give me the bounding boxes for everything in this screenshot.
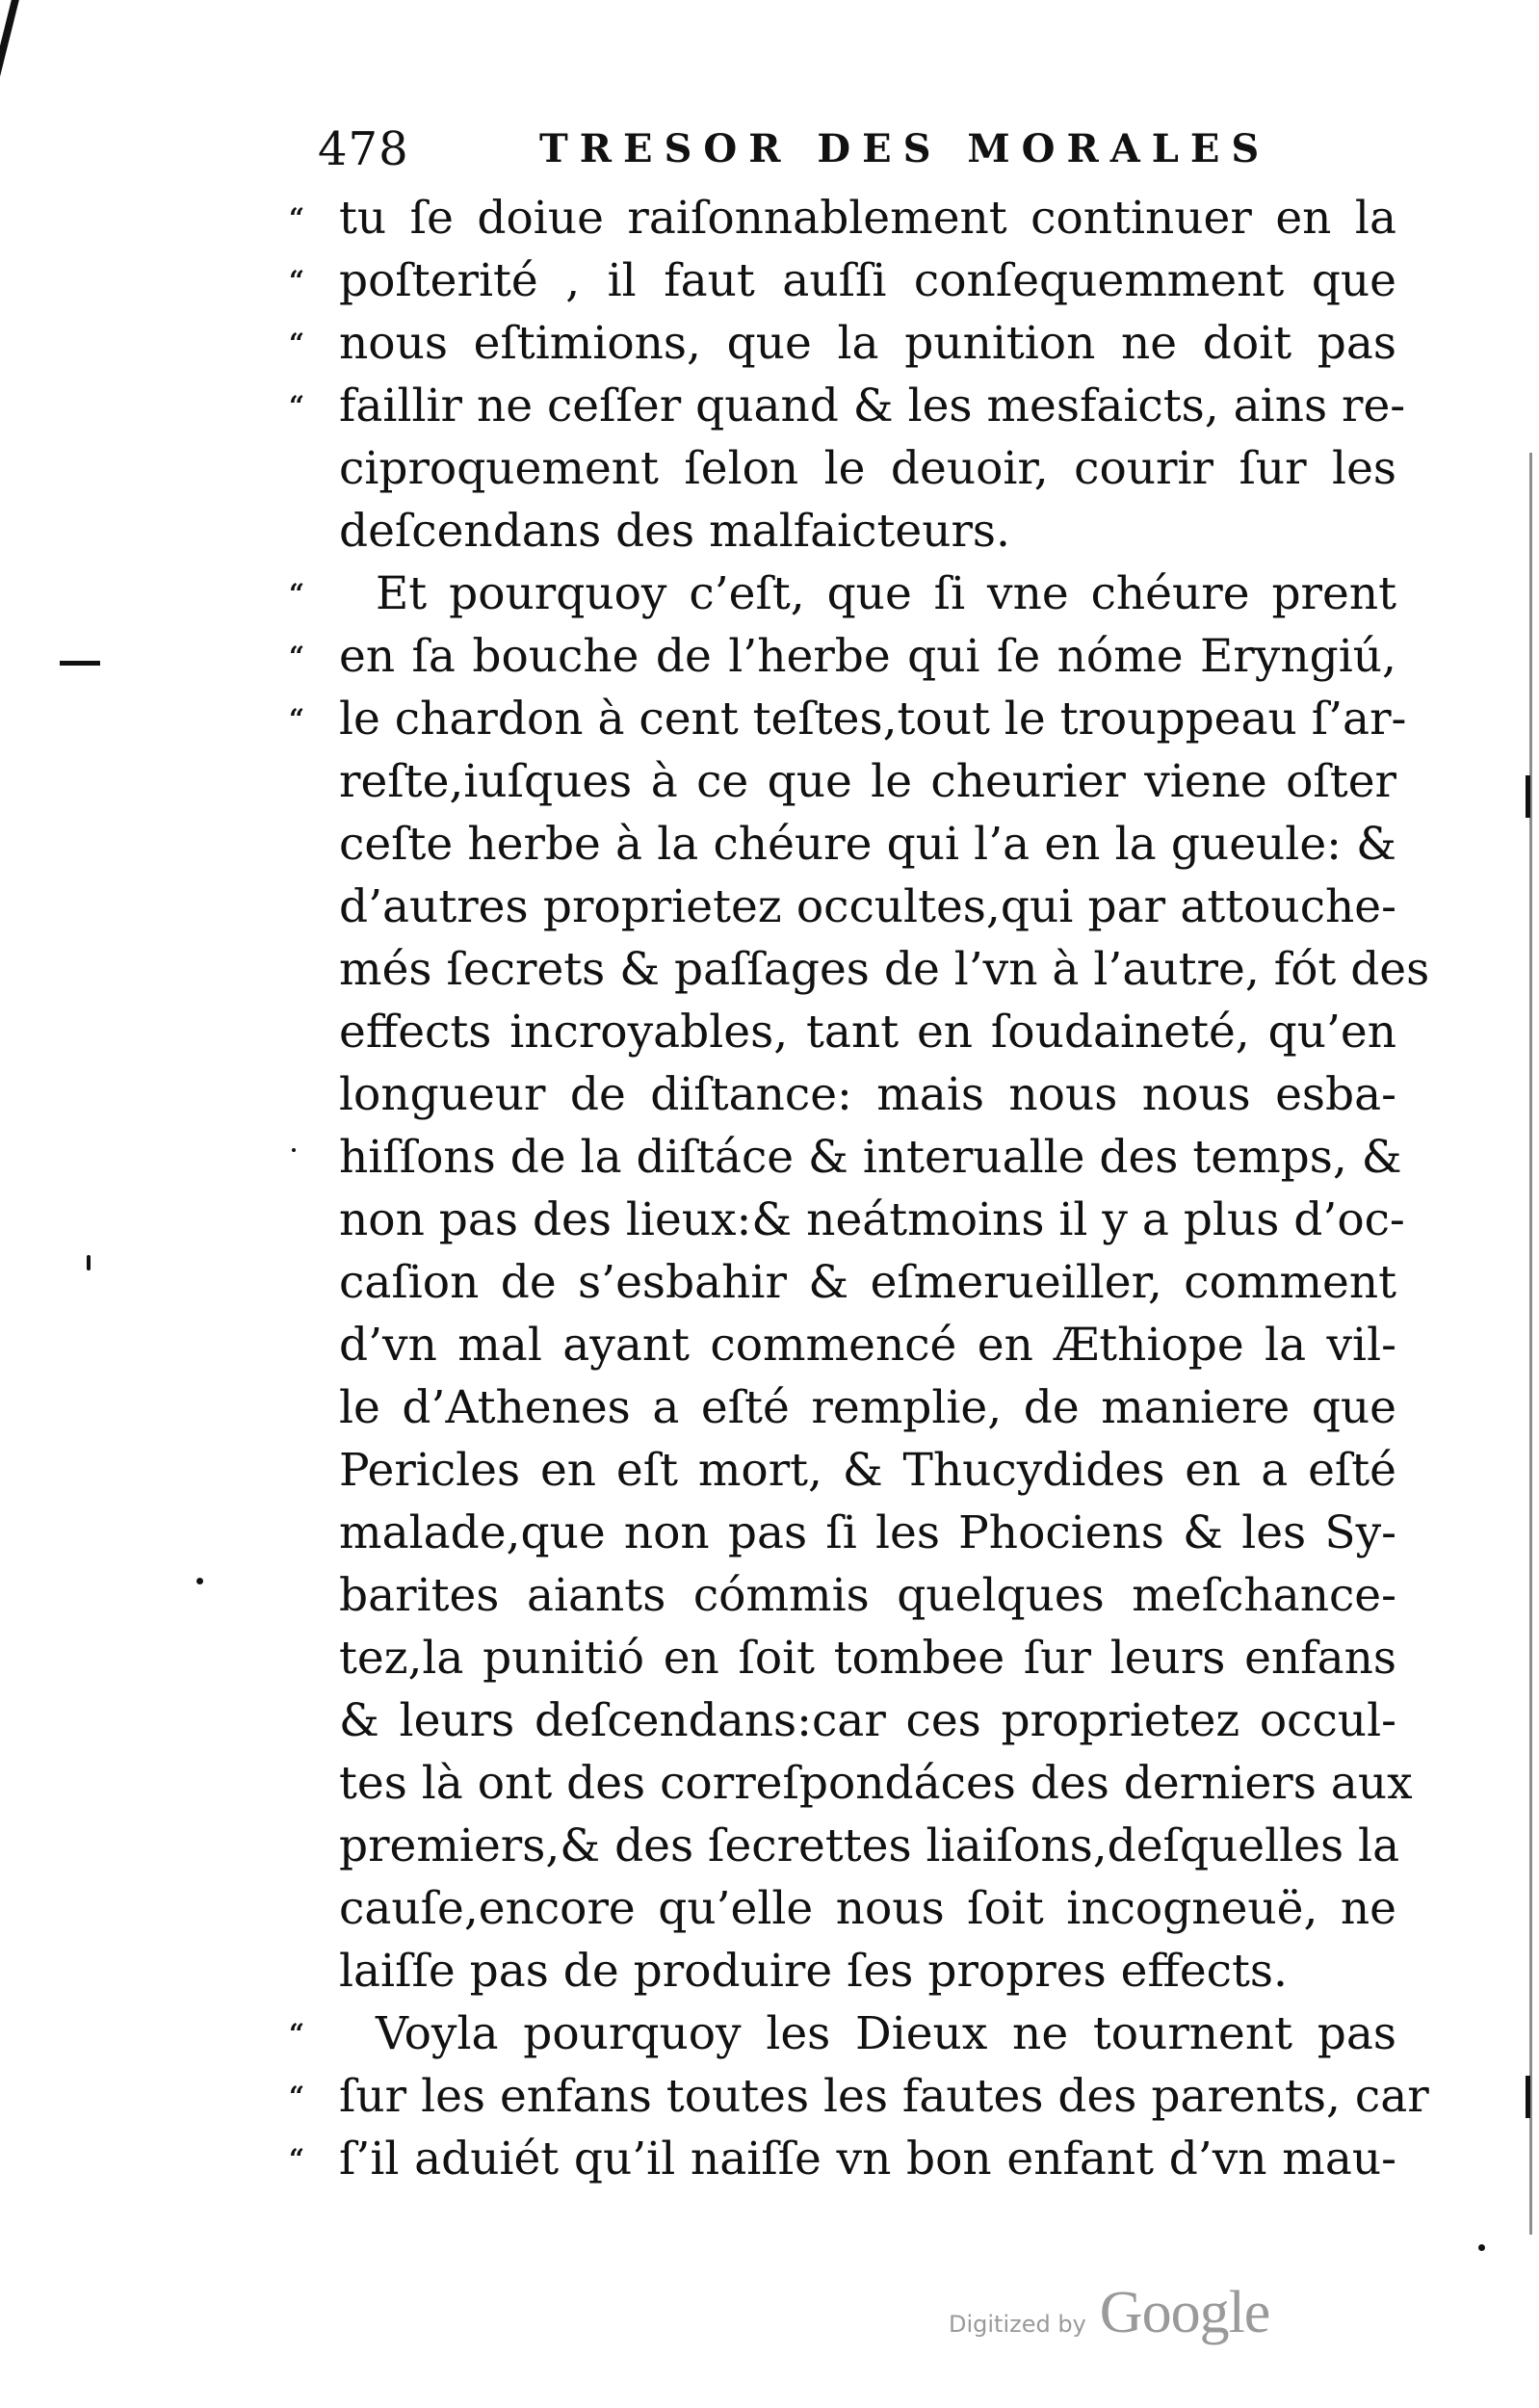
binding-edge-mark (0, 0, 19, 92)
quotation-mark: “ (289, 327, 305, 359)
speck (196, 1578, 203, 1584)
line-text: més ſecrets & paſſages de l’vn à l’autre, fót des (339, 943, 1430, 996)
quotation-mark: “ (289, 2018, 305, 2050)
text-line (289, 2124, 1396, 2186)
quotation-mark: “ (289, 390, 305, 422)
text-line (289, 496, 1396, 559)
text-line (289, 1686, 1396, 1748)
line-text: barites aiants cómmis quelques meſchance- (339, 1569, 1396, 1622)
running-head: TRESOR DES MORALES (539, 126, 1271, 171)
page-number: 478 (318, 122, 409, 176)
text-line (289, 621, 1396, 684)
text-line (289, 997, 1396, 1060)
line-text: Et pourquoy c’eſt, que ſi vne chéure prent (376, 567, 1396, 620)
line-text: Pericles en eſt mort, & Thucydides en a eſté (339, 1444, 1396, 1497)
quotation-mark: “ (289, 202, 305, 234)
quotation-mark: “ (289, 703, 305, 735)
text-line (289, 1122, 1402, 1185)
line-text: deſcendans des malfaicteurs. (339, 505, 1010, 558)
text-line (289, 1623, 1396, 1686)
text-line (289, 1373, 1396, 1435)
text-line (289, 1560, 1396, 1623)
line-text: non pas des lieux:& neátmoins il y a plus d’oc- (339, 1193, 1405, 1246)
text-line (289, 872, 1396, 934)
text-line (289, 1310, 1396, 1373)
line-text: faillir ne ceſſer quand & les mesfaicts, ains re- (339, 380, 1406, 432)
text-line (289, 246, 1396, 308)
text-line (289, 684, 1407, 746)
line-text: tes là ont des correſpondáces des derniers aux (339, 1757, 1413, 1810)
line-text: le chardon à cent teſtes,tout le trouppeau ſ’ar- (339, 693, 1407, 746)
speck (87, 1255, 91, 1270)
text-line (289, 308, 1396, 371)
text-line (289, 1247, 1396, 1310)
text-line (289, 809, 1396, 872)
margin-dash (60, 661, 100, 666)
line-text: caſion de s’esbahir & eſmerueiller, comment (339, 1256, 1396, 1309)
text-line (289, 183, 1396, 246)
watermark-prefix: Digitized by (949, 2311, 1086, 2338)
digitized-watermark (949, 2280, 1270, 2345)
line-text: & leurs deſcendans:car ces proprietez occul- (339, 1694, 1396, 1747)
quotation-mark: “ (289, 265, 305, 297)
quotation-mark: “ (289, 641, 305, 672)
quotation-mark: “ (289, 2081, 305, 2112)
line-text: nous eſtimions, que la punition ne doit pas (339, 317, 1396, 370)
line-text: ceſte herbe à la chéure qui l’a en la gueule: & (339, 818, 1396, 871)
text-line (289, 1498, 1396, 1560)
line-text: cauſe,encore qu’elle nous ſoit incogneuë, ne (339, 1882, 1396, 1935)
text-line (289, 1936, 1396, 1999)
line-text: tu ſe doiue raiſonnablement continuer en la (339, 192, 1396, 245)
line-text: d’autres proprietez occultes,qui par attouche- (339, 880, 1396, 933)
text-line (289, 1873, 1396, 1936)
text-line (289, 746, 1396, 809)
text-line (289, 1811, 1400, 1873)
text-line (289, 2061, 1429, 2124)
line-text: premiers,& des ſecrettes liaiſons,deſquelles la (339, 1819, 1400, 1872)
speck (1478, 2244, 1485, 2251)
text-line (289, 1435, 1396, 1498)
quotation-mark: “ (289, 2143, 305, 2175)
line-text: hiſſons de la diſtáce & interualle des temps, & (339, 1131, 1402, 1184)
line-text: ſur les enfans toutes les fautes des parents, car (339, 2070, 1429, 2123)
line-text: d’vn mal ayant commencé en Æthiope la vil- (339, 1319, 1396, 1372)
body-text (289, 183, 1430, 2186)
text-line (289, 1999, 1396, 2061)
line-text: malade,que non pas ſi les Phociens & les Sy- (339, 1506, 1396, 1559)
line-text: poſterité , il faut auſſi conſequemment que (339, 254, 1396, 307)
text-line (289, 1748, 1413, 1811)
text-line (289, 1060, 1396, 1122)
line-text: le d’Athenes a eſté remplie, de maniere que (339, 1381, 1396, 1434)
line-text: en ſa bouche de l’herbe qui ſe nóme Eryngiú, (339, 630, 1396, 683)
page-header (318, 116, 1300, 193)
line-text: ſ’il aduiét qu’il naiſſe vn bon enfant d’vn mau- (339, 2133, 1396, 2186)
google-logo: Google (1099, 2280, 1270, 2345)
text-line (289, 559, 1396, 621)
right-edge-line (1529, 453, 1532, 2235)
line-text: ciproquement ſelon le deuoir, courir ſur les (339, 442, 1396, 495)
text-line (289, 433, 1396, 496)
right-edge-mark (1526, 775, 1530, 818)
quotation-mark: “ (289, 578, 305, 610)
line-text: longueur de diſtance: mais nous nous esba- (339, 1068, 1396, 1121)
line-text: tez,la punitió en ſoit tombee ſur leurs enfans (339, 1632, 1396, 1685)
line-text: reſte,iuſques à ce que le cheurier viene oſter (339, 755, 1396, 808)
line-text: laiſſe pas de produire ſes propres effects. (339, 1945, 1288, 1998)
text-line (289, 934, 1430, 997)
right-edge-mark (1526, 2076, 1530, 2118)
text-line (289, 1185, 1405, 1247)
line-text: effects incroyables, tant en ſoudaineté, qu’en (339, 1006, 1396, 1059)
text-line (289, 371, 1406, 433)
line-text: Voyla pourquoy les Dieux ne tournent pas (376, 2007, 1396, 2060)
